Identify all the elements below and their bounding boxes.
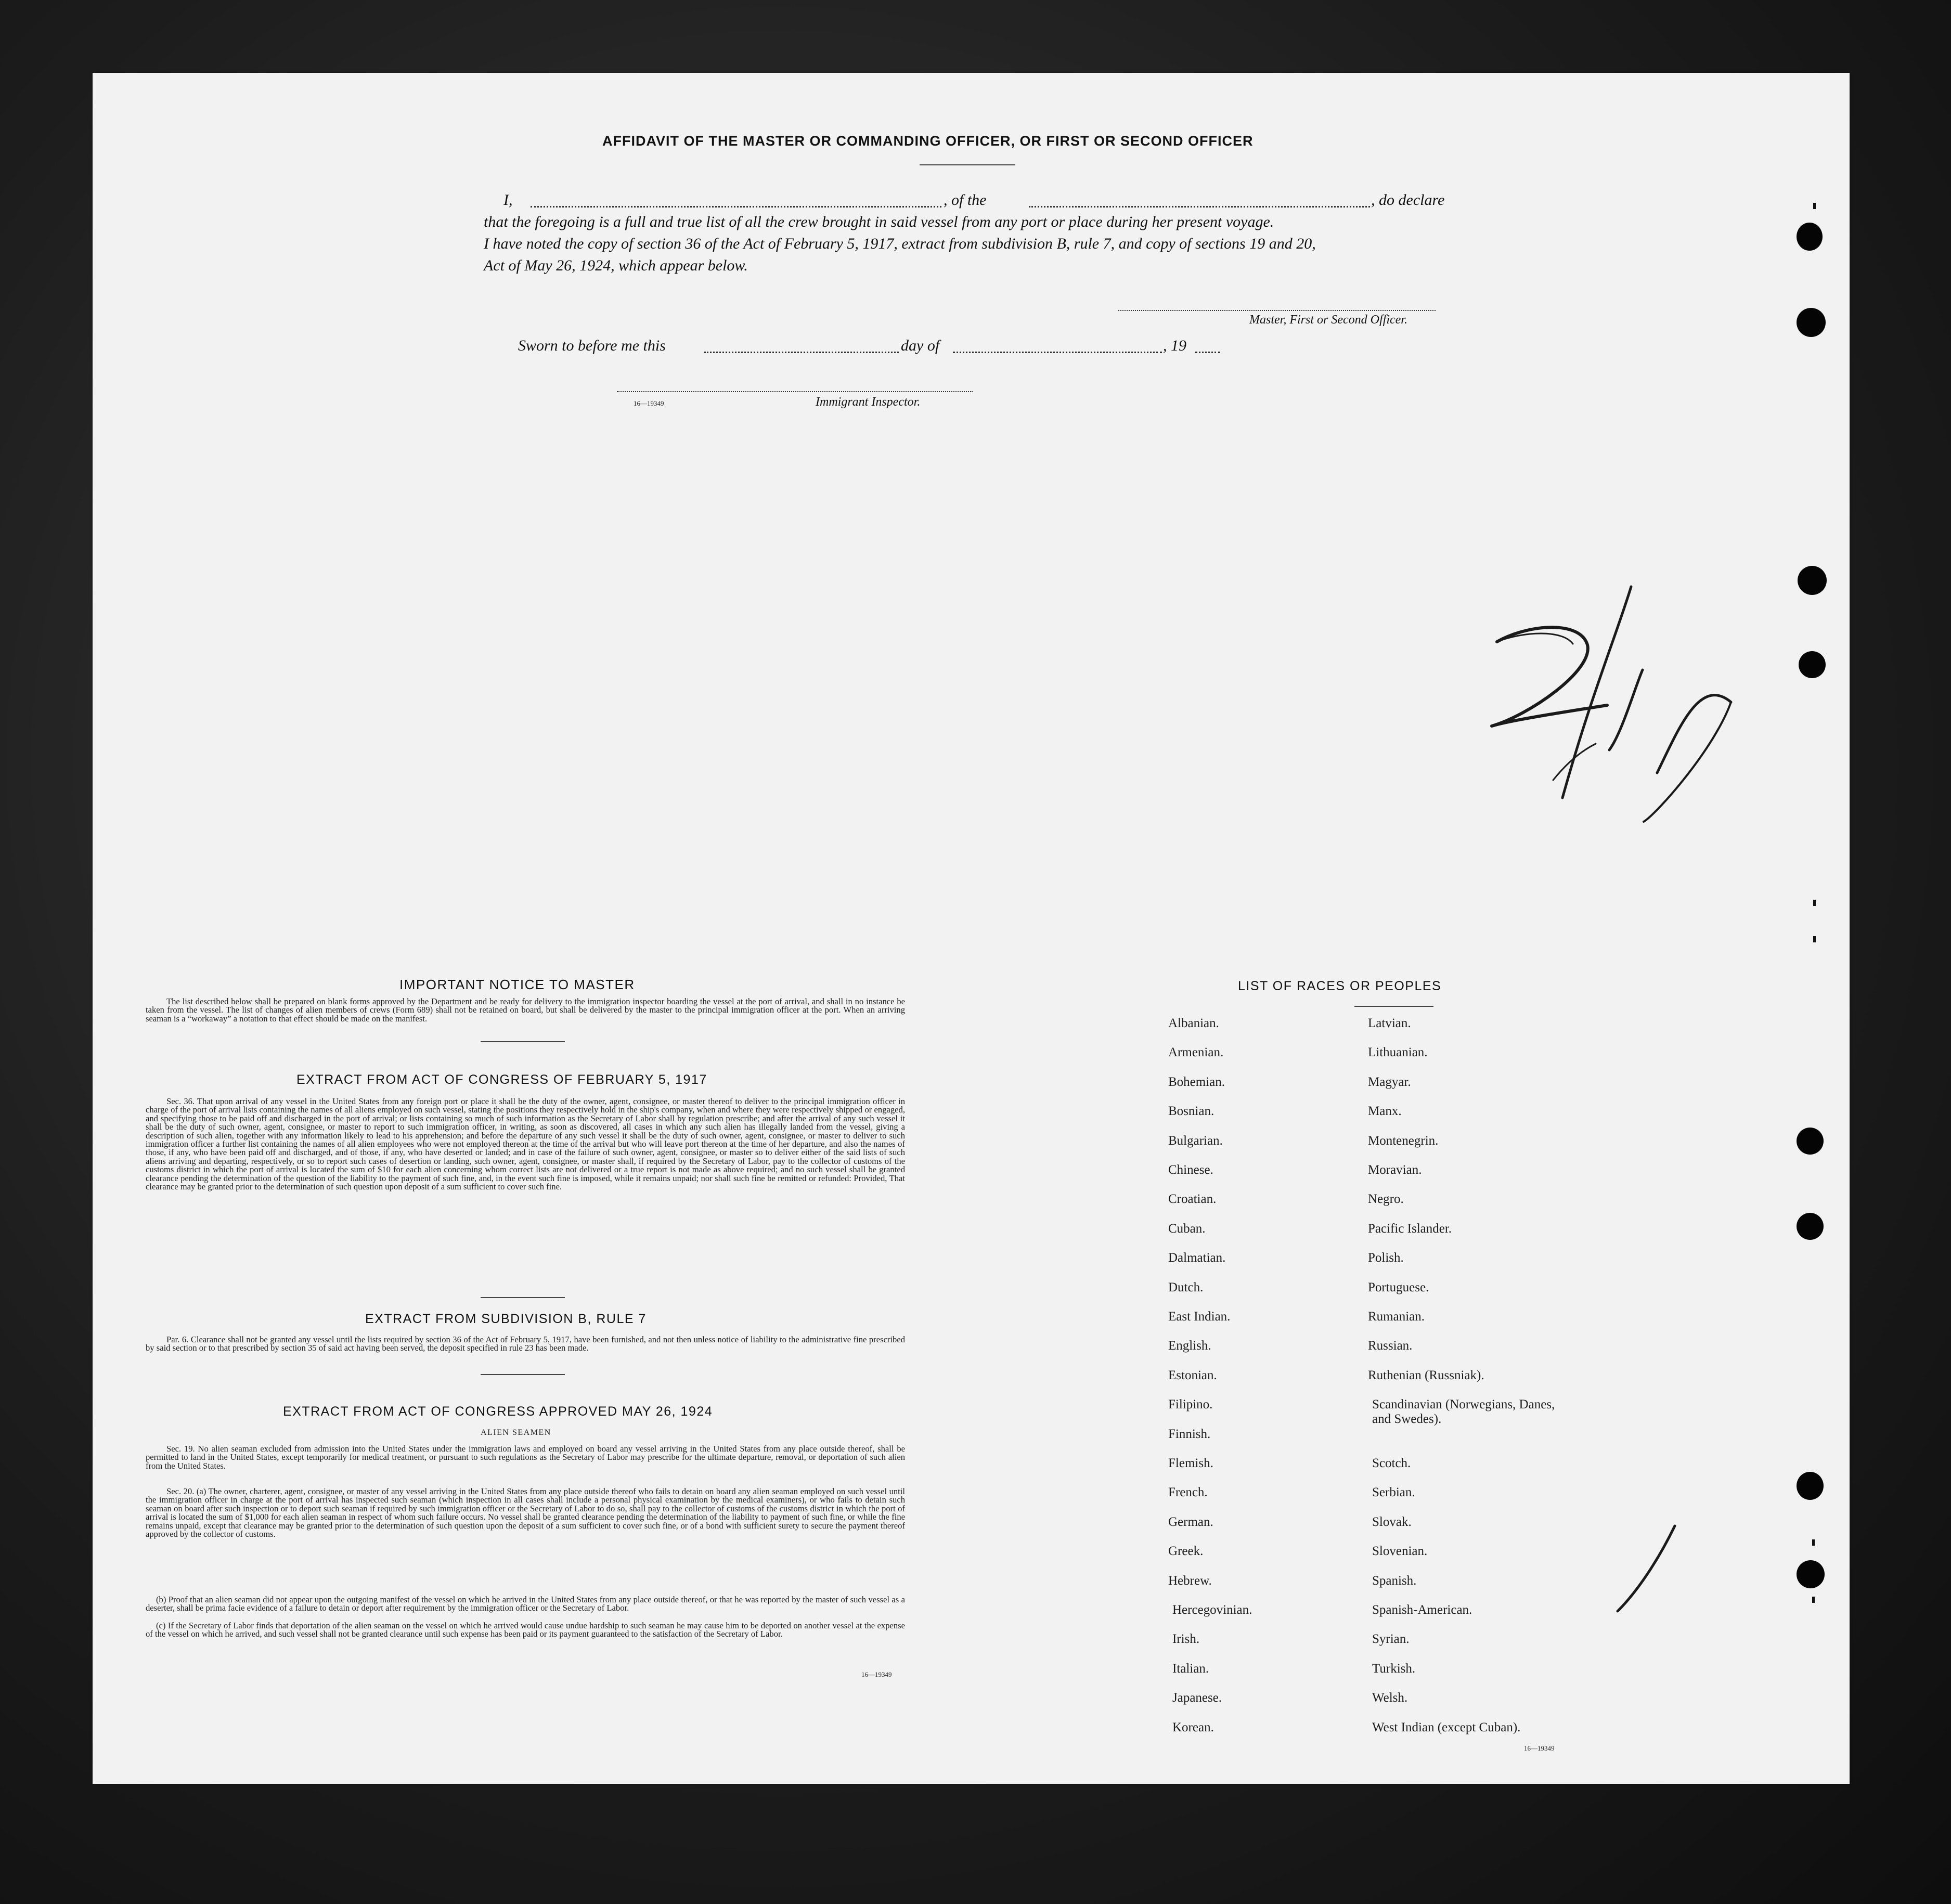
race-item: Scandinavian (Norwegians, Danes, and Swedes). — [1372, 1397, 1555, 1427]
race-item: East Indian. — [1168, 1310, 1231, 1324]
notice-title: IMPORTANT NOTICE TO MASTER — [399, 977, 635, 992]
race-item: Flemish. — [1168, 1456, 1213, 1470]
race-item: Polish. — [1368, 1251, 1404, 1265]
race-item: Croatian. — [1168, 1192, 1217, 1207]
race-item: Dalmatian. — [1168, 1251, 1226, 1265]
race-item: Serbian. — [1372, 1485, 1415, 1500]
race-item: Filipino. — [1168, 1397, 1213, 1412]
extract-1924-title: EXTRACT FROM ACT OF CONGRESS APPROVED MAY 26, 1924 — [283, 1404, 713, 1419]
race-item: Estonian. — [1168, 1368, 1217, 1382]
race-item: Montenegrin. — [1368, 1133, 1439, 1148]
extract-rule7-title: EXTRACT FROM SUBDIVISION B, RULE 7 — [365, 1312, 647, 1326]
race-item: Slovenian. — [1372, 1544, 1428, 1559]
extract-1917-text: Sec. 36. That upon arrival of any vessel in the United States from any foreign port or place it shall be the duty of the owner, agent, consignee, or master thereof to deliver to the principal immigration officer in charge of the port of arrival lists containing the names of all aliens employed on such vessel, stating the positions they respectively hold in the ship's company, when and where they were respectively shipped or engaged, and specifying those to be paid off and discharged in the port of arrival; or lists containing so much of such information as the Secretary of Labor shall by regulation prescribe; and after the arrival of any such vessel it shall be the duty of such owner, agent, consignee, or master to report to such immigration officer, in writing, as soon as discovered, all cases in which any such alien has illegally landed from the vessel, giving a description of such alien, together with any information likely to lead to his apprehension; and before the departure of any such vessel it shall be the duty of such owner, agent, consignee, or master to deliver to such immigration officer a further list containing the names of all alien employees who were not employed thereon at the time of the arrival but who will leave port thereon at the time of her departure, and also the names of those, if any, who have been paid off and discharged, and of those, if any, who have deserted or landed; and in case of the failure of such owner, agent, consignee, or master so to deliver either of the said lists of such aliens arriving and departing, respectively, or so to report such cases of desertion or landing, such owner, agent, consignee, or master shall, if required by the Secretary of Labor, pay to the collector of customs of the customs district in which the port of arrival is located the sum of $10 for each alien concerning whom correct lists are not delivered or a true report is not made as above required; and no such vessel shall be granted clearance pending the determination of the question of the liability to the payment of such fine, and, in the event such fine is imposed, while it remains unpaid; nor shall such fine be remitted or refunded: Provided, That clearance may be granted prior to the determination of such question upon deposit of a sum sufficient to cover such fine. — [146, 1096, 905, 1192]
race-item: Armenian. — [1168, 1045, 1224, 1060]
extract-1924-sec19: Sec. 19. No alien seaman excluded from admission into the United States under the immigration laws and employed on board any vessel arriving in the United States from any place outside thereof, shall be permitted to land in the United States, except temporarily for medical treatment, or pursuant to such regulations as the Secretary of Labor may prescribe for the ultimate departure, removal, or deportation of such alien from the United States. — [146, 1444, 905, 1471]
race-item: Irish. — [1172, 1632, 1200, 1647]
race-item: Dutch. — [1168, 1280, 1204, 1294]
race-item: Pacific Islander. — [1368, 1221, 1452, 1236]
race-item: Rumanian. — [1368, 1310, 1425, 1324]
affidavit-title: AFFIDAVIT OF THE MASTER OR COMMANDING OFFICER, OR FIRST OR SECOND OFFICER — [602, 133, 1254, 149]
race-item: Welsh. — [1372, 1691, 1408, 1705]
form-number: 16—19349 — [1524, 1744, 1555, 1752]
race-item: Cuban. — [1168, 1221, 1206, 1236]
handwritten-1 — [1657, 695, 1731, 773]
race-item: English. — [1168, 1339, 1211, 1353]
extract-rule7-text: Par. 6. Clearance shall not be granted any vessel until the lists required by section 36 of the Act of February 5, 1917, have been furnished, and not then unless notice of liability to the administrative fine prescribed by said section or to that prescribed by section 35 of said act having been served, the deposit specified in rule 23 has been made. — [146, 1335, 905, 1353]
race-item: Chinese. — [1168, 1163, 1213, 1177]
affidavit-line-4: Act of May 26, 1924, which appear below. — [484, 257, 748, 274]
race-item: Korean. — [1172, 1720, 1214, 1734]
race-item: Spanish. — [1372, 1573, 1417, 1588]
race-item: Magyar. — [1368, 1074, 1411, 1089]
affidavit-line-2: that the foregoing is a full and true list of all the crew brought in said vessel from any port or place during her present voyage. — [484, 213, 1274, 230]
extract-1924-sec20c: (c) If the Secretary of Labor finds that deportation of the alien seaman on the vessel on which he arrived would cause undue hardship to such seaman he may cause him to be deported on another vessel at the expense of the vessel on which he arrived, and such vessel shall not be granted clearance until such expense has been paid or its payment guaranteed to the satisfaction of the Secretary of Labor. — [146, 1621, 905, 1639]
race-item: Finnish. — [1168, 1427, 1211, 1441]
form-number: 16—19349 — [634, 399, 664, 407]
handwritten-mark — [1618, 1526, 1675, 1611]
race-item: Ruthenian (Russniak). — [1368, 1368, 1484, 1382]
document-page — [93, 73, 1850, 1784]
sworn-year: , 19 — [1163, 337, 1186, 354]
handwritten-1 — [1609, 670, 1643, 750]
extract-1924-subtitle: ALIEN SEAMEN — [481, 1428, 551, 1437]
race-item: Negro. — [1368, 1192, 1404, 1207]
affidavit-do-declare: , do declare — [1371, 191, 1445, 209]
race-item: Portuguese. — [1368, 1280, 1429, 1294]
affidavit-line-3: I have noted the copy of section 36 of the Act of February 5, 1917, extract from subdivision B, rule 7, and copy of sections 19 and 20, — [484, 235, 1316, 252]
race-item: Bosnian. — [1168, 1104, 1214, 1119]
race-item: Turkish. — [1372, 1661, 1416, 1676]
race-item: Bohemian. — [1168, 1074, 1225, 1089]
race-item: French. — [1168, 1485, 1208, 1500]
race-item: Italian. — [1172, 1661, 1209, 1676]
sworn-day-of: day of — [901, 337, 940, 354]
race-item: Bulgarian. — [1168, 1133, 1223, 1148]
race-item: Hebrew. — [1168, 1573, 1212, 1588]
affidavit-of-the: , of the — [944, 191, 987, 209]
sworn-prefix: Sworn to before me this — [518, 337, 666, 354]
race-item: Hercegovinian. — [1172, 1603, 1252, 1617]
affidavit-i: I, — [503, 191, 513, 209]
race-item: Latvian. — [1368, 1016, 1411, 1030]
race-item: Lithuanian. — [1368, 1045, 1428, 1060]
race-item: German. — [1168, 1514, 1213, 1529]
races-title: LIST OF RACES OR PEOPLES — [1238, 979, 1442, 993]
race-item: Greek. — [1168, 1544, 1204, 1559]
race-item: Japanese. — [1172, 1691, 1222, 1705]
notice-text: The list described below shall be prepared on blank forms approved by the Department and be ready for delivery to the immigration inspector boarding the vessel at the port of arrival, and shall in no instance be taken from the vessel. The list of changes of alien members of crews (Form 689) shall not be retained on board, but shall be delivered by the master to the principal immigration officer at the port. When an arriving seaman is a “workaway” a notation to that effect should be made on the manifest. — [146, 996, 905, 1024]
form-number: 16—19349 — [861, 1670, 892, 1678]
race-item: Syrian. — [1372, 1632, 1410, 1647]
extract-1924-sec20a: Sec. 20. (a) The owner, charterer, agent, consignee, or master of any vessel arriving in the United States from any place outside thereof who fails to detain on board any alien seaman employed on such vessel until the immigration officer in charge at the port of arrival has inspected such seaman (which inspection in all cases shall include a personal physical examination by the medical examiners), or who fails to detain such seaman on board after such inspection or to deport such seaman if required by such immigration officer or the Secretary of Labor to do so, shall pay to the collector of customs of the customs district in which the port of arrival is located the sum of $1,000 for each alien seaman in respect of whom such failure occurs. No vessel shall be granted clearance pending the determination of the liability to payment of such fine, or while the fine remains unpaid, except that clearance may be granted prior to the determination of such question upon the deposit of a sum sufficient to cover such fine, or of a bond with sufficient surety to secure the payment thereof approved by the collector of customs. — [146, 1486, 905, 1539]
race-item: Albanian. — [1168, 1016, 1219, 1030]
race-item: Scotch. — [1372, 1456, 1411, 1470]
race-item: Moravian. — [1368, 1163, 1422, 1177]
extract-1917-title: EXTRACT FROM ACT OF CONGRESS OF FEBRUARY 5, 1917 — [296, 1072, 707, 1087]
race-item: West Indian (except Cuban). — [1372, 1720, 1521, 1734]
extract-1924-sec20b: (b) Proof that an alien seaman did not appear upon the outgoing manifest of the vessel on which he arrived in the United States from any place outside thereof, or that he was reported by the master of such vessel as a deserter, shall be prima facie evidence of a failure to detain or deport after requirement by the immigration officer or the Secretary of Labor. — [146, 1595, 905, 1613]
handwritten-slash — [1562, 587, 1631, 798]
race-item: Spanish-American. — [1372, 1603, 1472, 1617]
race-item: Manx. — [1368, 1104, 1402, 1119]
race-item: Slovak. — [1372, 1514, 1412, 1529]
handwritten-annotations — [93, 73, 1850, 1784]
master-label: Master, First or Second Officer. — [1249, 313, 1407, 327]
inspector-label: Immigrant Inspector. — [816, 395, 921, 409]
race-item: Russian. — [1368, 1339, 1413, 1353]
